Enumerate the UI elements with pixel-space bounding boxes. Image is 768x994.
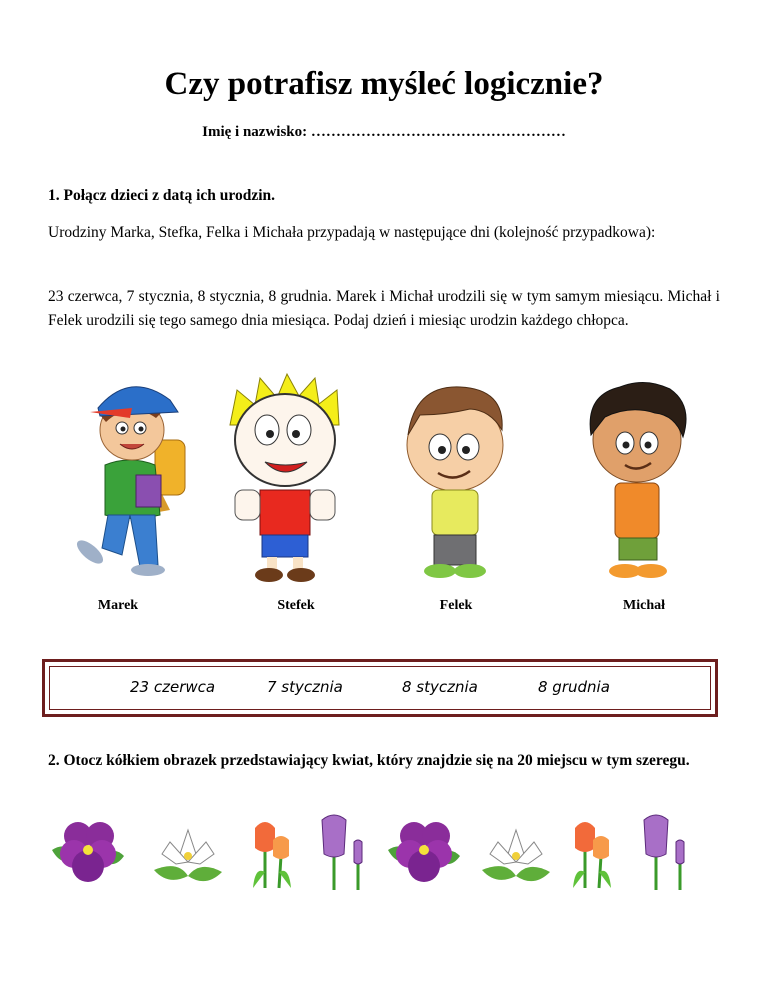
water-lily-icon bbox=[476, 810, 556, 890]
michal-illustration bbox=[575, 375, 705, 585]
page-title: Czy potrafisz myśleć logicznie? bbox=[164, 66, 604, 102]
kid-name-stefek: Stefek bbox=[277, 598, 315, 613]
date-option: 23 czerwca bbox=[130, 678, 216, 696]
name-field-line: Imię i nazwisko: …………………………………………… bbox=[202, 124, 566, 140]
crocus-icon bbox=[634, 810, 694, 890]
tulip-icon bbox=[243, 810, 303, 890]
date-option: 7 stycznia bbox=[267, 678, 343, 696]
crocus-icon bbox=[312, 810, 372, 890]
question-1-intro: Urodziny Marka, Stefka, Felka i Michała przypadają w następujące dni (kolejność przypadkowa): bbox=[48, 224, 656, 241]
felek-illustration bbox=[390, 375, 520, 585]
marek-illustration bbox=[60, 370, 200, 585]
stefek-illustration bbox=[215, 370, 355, 585]
kid-name-marek: Marek bbox=[97, 598, 139, 613]
pansy-icon bbox=[48, 810, 128, 890]
kid-name-michal: Michał bbox=[623, 598, 665, 613]
kid-name-felek: Felek bbox=[439, 598, 473, 613]
pansy-icon bbox=[384, 810, 464, 890]
date-option: 8 grudnia bbox=[538, 678, 610, 696]
question-1-clues: 23 czerwca, 7 stycznia, 8 stycznia, 8 grudnia. Marek i Michał urodzili się w tym samym miesiącu. Michał i Felek urodzili się tego samego dnia miesiąca. Podaj dzień i miesiąc urodzin każdego chłopca. bbox=[48, 288, 720, 329]
question-2-heading: 2. Otocz kółkiem obrazek przedstawiający kwiat, który znajdzie się na 20 miejscu w tym szeregu. bbox=[48, 752, 690, 769]
tulip-icon bbox=[563, 810, 623, 890]
dates-box bbox=[42, 659, 718, 717]
date-option: 8 stycznia bbox=[402, 678, 478, 696]
question-1-heading: 1. Połącz dzieci z datą ich urodzin. bbox=[48, 187, 276, 204]
water-lily-icon bbox=[148, 810, 228, 890]
